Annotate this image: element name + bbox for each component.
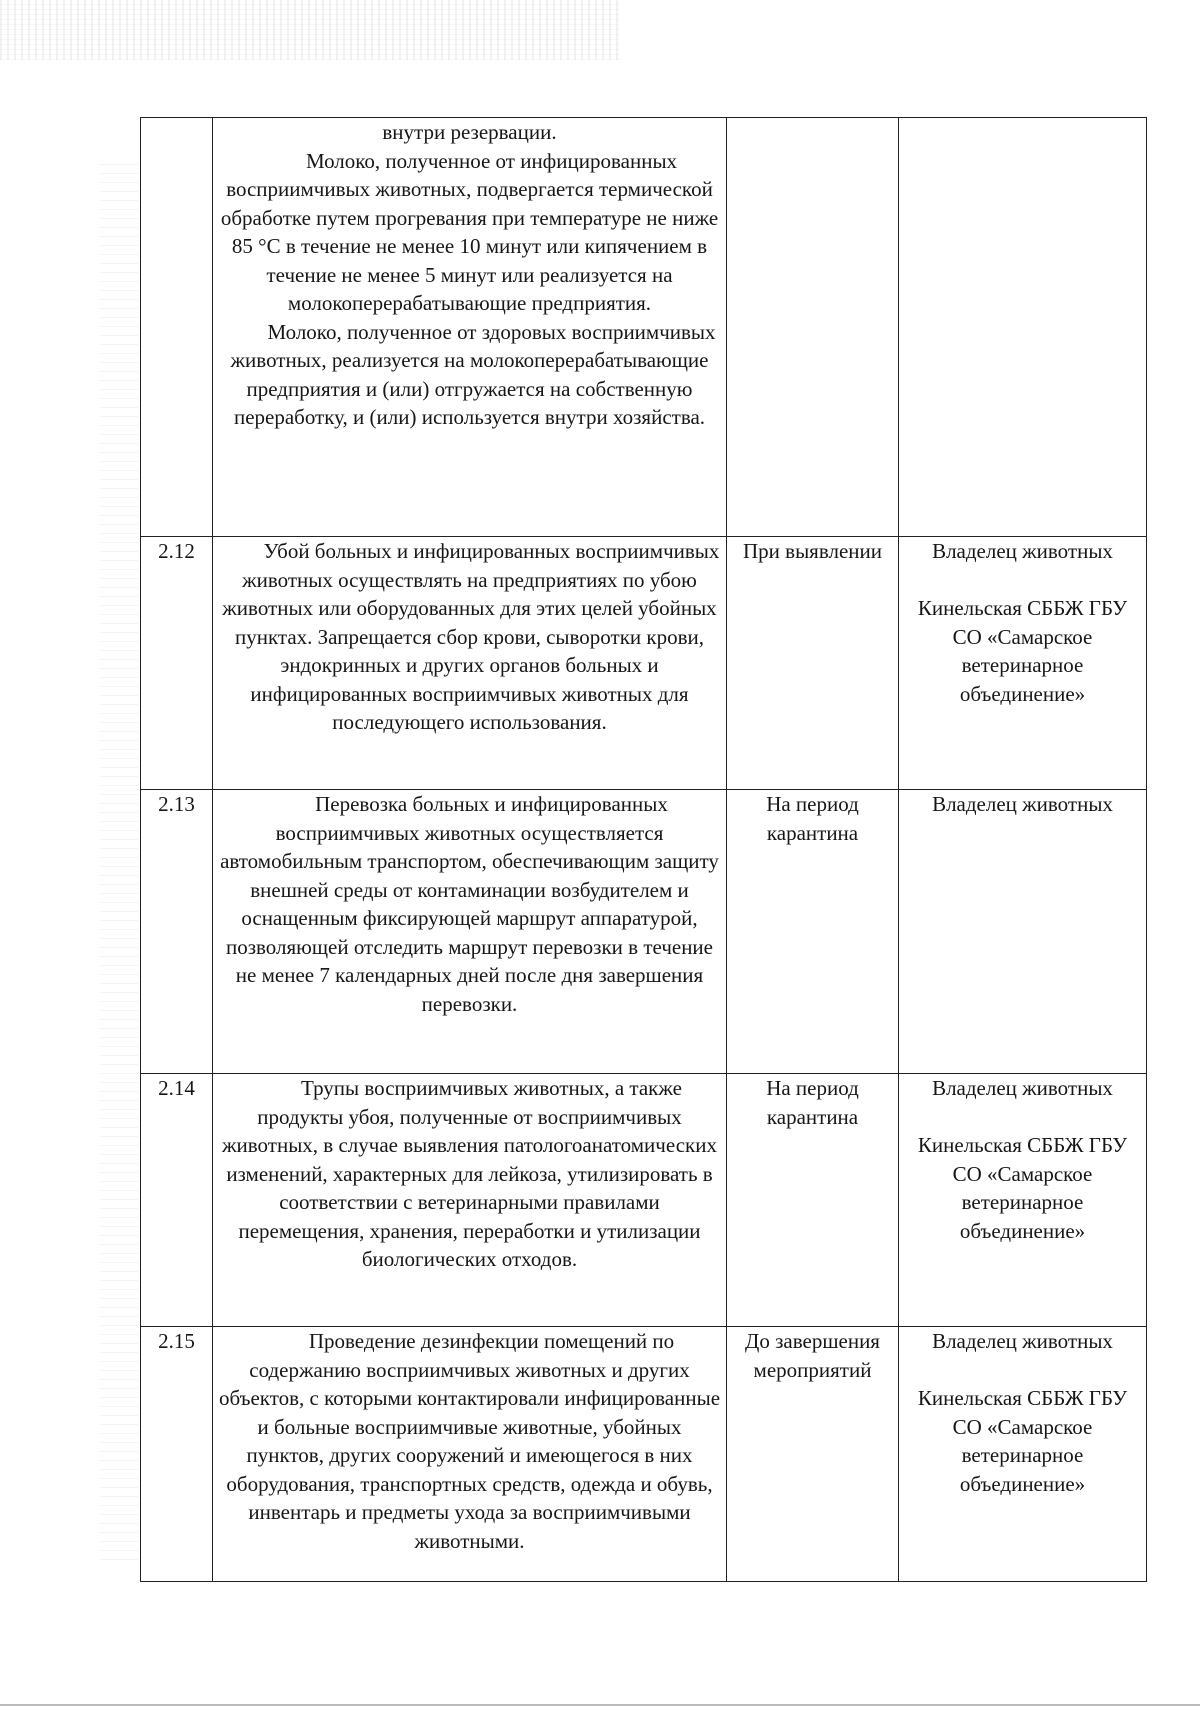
measures-table xyxy=(140,117,1147,1582)
row-number: 2.12 xyxy=(141,537,213,790)
action-text: внутри резервации. xyxy=(382,120,557,144)
row-number: 2.14 xyxy=(141,1074,213,1327)
row-number xyxy=(141,118,213,537)
action-text: Молоко, полученное от здоровых восприимчивых животных, реализуется на молокоперерабатывающие предприятия и (или) отгружается на собственную переработку, и (или) используется внутри хозяйства. xyxy=(230,319,716,429)
scan-bottom-edge xyxy=(0,1704,1200,1706)
responsible-cell xyxy=(899,1327,1147,1582)
term-cell: На период карантина xyxy=(727,790,899,1074)
action-cell xyxy=(213,1327,727,1582)
responsible-owner: Владелец животных xyxy=(932,792,1113,816)
action-cell xyxy=(213,790,727,1074)
action-text: Трупы восприимчивых животных, а также продукты убоя, полученные от восприимчивых животных, в случае выявления патологоанатомических изменений, характерных для лейкоза, утилизировать в соответствии с ветеринарными правилами перемещения, хранения, переработки и утилизации биологических отходов. xyxy=(222,1076,717,1271)
action-text: Молоко, полученное от инфицированных восприимчивых животных, подвергается термической обработке путем прогревания при температуре не ниже 85 °С в течение не менее 10 минут или кипячением в течение не менее 5 минут или реализуется на молокоперерабатывающие предприятия. xyxy=(220,148,719,315)
term-cell: На период карантина xyxy=(727,1074,899,1327)
spacer xyxy=(903,566,1142,595)
table-row xyxy=(141,537,1147,790)
term-cell: До завершения мероприятий xyxy=(727,1327,899,1582)
term-cell: При выявлении xyxy=(727,537,899,790)
spacer xyxy=(903,1356,1142,1385)
responsible-owner: Владелец животных xyxy=(932,539,1113,563)
table-row xyxy=(141,790,1147,1074)
responsible-cell xyxy=(899,790,1147,1074)
term-cell xyxy=(727,118,899,537)
table-row xyxy=(141,118,1147,537)
action-text: Убой больных и инфицированных восприимчивых животных осуществлять на предприятиях по убою животных или оборудованных для этих целей убойных пунктах. Запрещается сбор крови, сыворотки крови, эндокринных и других органов больных и инфицированных восприимчивых животных для последующего использования. xyxy=(222,539,720,734)
action-cell xyxy=(213,537,727,790)
responsible-service: Кинельская СББЖ ГБУ СО «Самарское ветеринарное объединение» xyxy=(917,596,1128,706)
responsible-cell xyxy=(899,537,1147,790)
table-row xyxy=(141,1074,1147,1327)
action-cell xyxy=(213,1074,727,1327)
responsible-cell xyxy=(899,1074,1147,1327)
scan-noise xyxy=(0,0,620,60)
row-number: 2.15 xyxy=(141,1327,213,1582)
responsible-cell xyxy=(899,118,1147,537)
action-text: Проведение дезинфекции помещений по содержанию восприимчивых животных и других объектов, с которыми контактировали инфицированные и больные восприимчивые животные, убойных пунктов, других сооружений и имеющегося в них оборудования, транспортных средств, одежда и обувь, инвентарь и предметы ухода за восприимчивыми животными. xyxy=(218,1329,721,1553)
responsible-service: Кинельская СББЖ ГБУ СО «Самарское ветеринарное объединение» xyxy=(917,1386,1128,1496)
responsible-owner: Владелец животных xyxy=(932,1076,1113,1100)
table-row xyxy=(141,1327,1147,1582)
row-number: 2.13 xyxy=(141,790,213,1074)
responsible-owner: Владелец животных xyxy=(932,1329,1113,1353)
responsible-service: Кинельская СББЖ ГБУ СО «Самарское ветеринарное объединение» xyxy=(917,1133,1128,1243)
action-cell xyxy=(213,118,727,537)
spacer xyxy=(903,1103,1142,1132)
action-text: Перевозка больных и инфицированных восприимчивых животных осуществляется автомобильным транспортом, обеспечивающим защиту внешней среды от контаминации возбудителем и оснащенным фиксирующей маршрут аппаратурой, позволяющей отследить маршрут перевозки в течение не менее 7 календарных дней после дня завершения перевозки. xyxy=(220,792,719,1016)
scan-margin-noise xyxy=(100,160,138,1560)
